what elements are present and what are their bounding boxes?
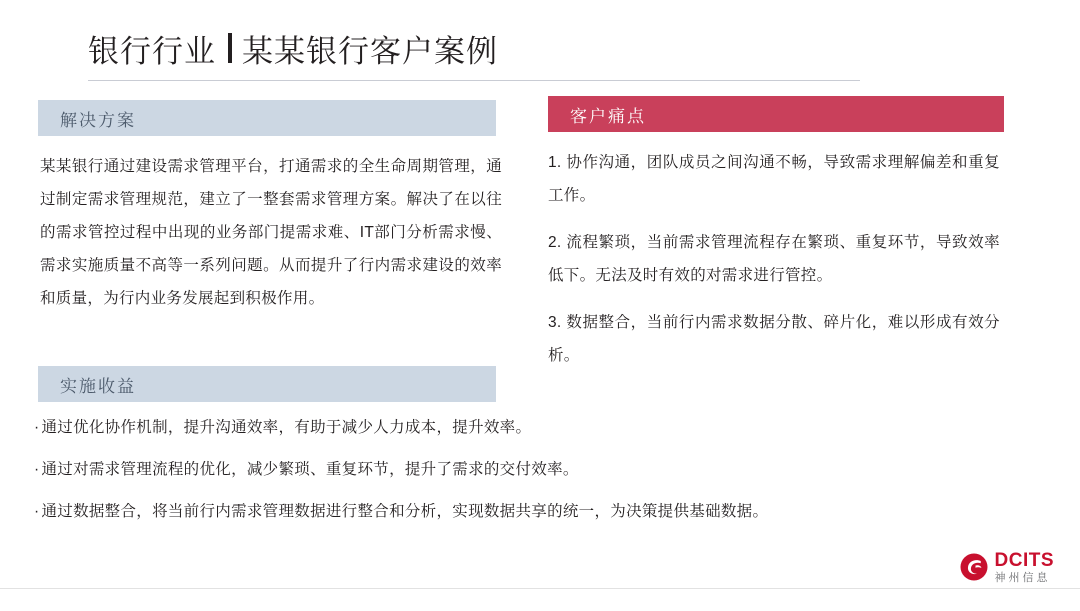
page-title	[88, 20, 988, 76]
pain-point-item: 3. 数据整合，当前行内需求数据分散、碎片化，难以形成有效分析。	[548, 314, 1000, 364]
solution-heading: 解决方案	[38, 100, 496, 136]
title-main: 银行行业	[88, 33, 216, 69]
benefits-list	[34, 416, 1024, 542]
pain-points-heading: 客户痛点	[548, 96, 1004, 132]
pain-point-item: 2. 流程繁琐，当前需求管理流程存在繁琐、重复环节，导致效率低下。无法及时有效的对需求进行管控。	[548, 234, 1000, 284]
list-item-label: 通过对需求管理流程的优化，减少繁琐、重复环节，提升了需求的交付效率。	[41, 461, 579, 478]
pain-point-item: 1. 协作沟通，团队成员之间沟通不畅，导致需求理解偏差和重复工作。	[548, 154, 1000, 204]
logo-sub-text: 神州信息	[994, 571, 1051, 584]
list-item	[34, 458, 1024, 482]
company-logo	[959, 548, 1055, 586]
bullet-icon: ·	[34, 503, 40, 520]
pain-points-body	[548, 146, 1000, 386]
title-divider	[88, 80, 860, 81]
footer-divider	[0, 588, 1080, 589]
benefits-heading: 实施收益	[38, 366, 496, 402]
dcits-swirl-icon	[959, 552, 989, 582]
list-item	[34, 500, 1024, 524]
logo-main-text: DCITS	[994, 549, 1054, 571]
list-item-label: 通过优化协作机制，提升沟通效率，有助于减少人力成本，提升效率。	[41, 419, 532, 436]
list-item	[34, 416, 1024, 440]
title-sub: 某某银行客户案例	[242, 33, 498, 69]
bullet-icon: ·	[34, 419, 40, 436]
solution-body: 某某银行通过建设需求管理平台，打通需求的全生命周期管理，通过制定需求管理规范，建立了一整套需求管理方案。解决了在以往的需求管控过程中出现的业务部门提需求难、IT部门分析需求慢、需求实施质量不高等一系列问题。从而提升了行内需求建设的效率和质量，为行内业务发展起到积极作用。	[40, 158, 502, 307]
list-item-label: 通过数据整合，将当前行内需求管理数据进行整合和分析，实现数据共享的统一，为决策提供基础数据。	[41, 503, 769, 520]
title-separator	[228, 33, 232, 63]
bullet-icon: ·	[34, 461, 40, 478]
logo-text-block	[995, 551, 1055, 584]
